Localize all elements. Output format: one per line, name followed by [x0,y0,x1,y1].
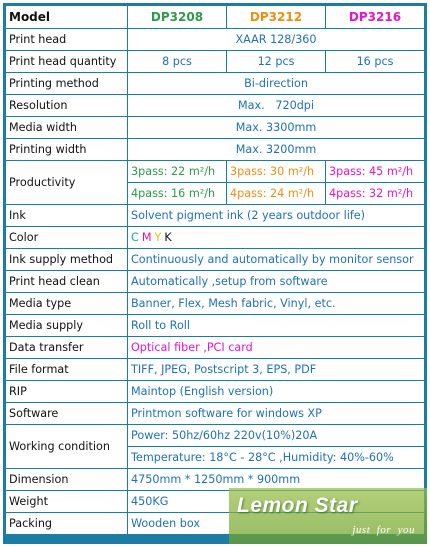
rip-label: RIP [6,381,127,402]
row-ink [6,205,424,226]
resolution-label: Resolution [6,95,127,116]
weight-value: 450KG [128,491,424,512]
media-supply-value: Roll to Roll [128,315,424,336]
media-type-label: Media type [6,293,127,314]
printing-width-label: Printing width [6,139,127,160]
row-rip [6,381,424,402]
working-condition-power: Power: 50hz/60hz 220v(10%)20A [128,425,424,446]
resolution-value: Max. 720dpi [128,95,424,116]
media-supply-label: Media supply [6,315,127,336]
ink-supply-label: Ink supply method [6,249,127,270]
media-width-value: Max. 3300mm [128,117,424,138]
row-media-supply [6,315,424,336]
row-print-head-clean [6,271,424,292]
productivity-4pass-dp3208: 4pass: 16 m²/h [128,183,226,204]
quantity-dp3208: 8 pcs [128,51,226,72]
dimension-label: Dimension [6,469,127,490]
row-data-transfer [6,337,424,358]
row-printing-method [6,73,424,94]
color-letter-c: C [131,231,139,244]
productivity-label: Productivity [6,161,127,204]
weight-label: Weight [6,491,127,512]
row-printing-width [6,139,424,160]
print-head-label: Print head [6,29,127,50]
row-print-head [6,29,424,50]
quantity-dp3212: 12 pcs [227,51,325,72]
color-letter-y: Y [154,231,162,244]
ink-value: Solvent pigment ink (2 years outdoor life) [128,205,424,226]
printing-width-value: Max. 3200mm [128,139,424,160]
data-transfer-label: Data transfer [6,337,127,358]
watermark-brand: Lemon Star [237,494,358,517]
print-head-quantity-label: Print head quantity [6,51,127,72]
row-media-type [6,293,424,314]
file-format-value: TIFF, JPEG, Postscript 3, EPS, PDF [128,359,424,380]
row-color [6,227,424,248]
row-weight [6,491,424,512]
spec-table [5,5,425,535]
media-width-label: Media width [6,117,127,138]
file-format-label: File format [6,359,127,380]
working-condition-temperature: Temperature: 18°C - 28°C ,Humidity: 40%-60% [128,447,424,468]
header-row [6,6,424,28]
color-label: Color [6,227,127,248]
software-label: Software [6,403,127,424]
printing-method-label: Printing method [6,73,127,94]
software-value: Printmon software for windows XP [128,403,424,424]
ink-label: Ink [6,205,127,226]
model-dp3208: DP3208 [128,6,226,28]
model-dp3216: DP3216 [326,6,424,28]
print-head-clean-label: Print head clean [6,271,127,292]
watermark-tagline: just for you [352,524,415,536]
row-ink-supply [6,249,424,270]
print-head-clean-value: Automatically ,setup from software [128,271,424,292]
productivity-3pass-dp3216: 3pass: 45 m²/h [326,161,424,182]
productivity-4pass-dp3216: 4pass: 32 m²/h [326,183,424,204]
row-file-format [6,359,424,380]
working-condition-label: Working condition [6,425,127,468]
productivity-3pass-dp3208: 3pass: 22 m²/h [128,161,226,182]
model-dp3212: DP3212 [227,6,325,28]
quantity-dp3216: 16 pcs [326,51,424,72]
rip-value: Maintop (English version) [128,381,424,402]
color-letter-k: K [164,231,172,244]
productivity-4pass-dp3212: 4pass: 24 m²/h [227,183,325,204]
packing-value: Wooden box [128,513,424,534]
model-label: Model [6,6,127,28]
media-type-value: Banner, Flex, Mesh fabric, Vinyl, etc. [128,293,424,314]
data-transfer-value: Optical fiber ,PCI card [128,337,424,358]
printing-method-value: Bi-direction [128,73,424,94]
row-resolution [6,95,424,116]
row-media-width [6,117,424,138]
color-letter-m: M [141,231,152,244]
row-print-head-quantity [6,51,424,72]
print-head-value: XAAR 128/360 [128,29,424,50]
row-software [6,403,424,424]
row-packing [6,513,424,534]
row-dimension [6,469,424,490]
row-working-condition-power [6,425,424,446]
spec-table-frame [3,3,427,544]
dimension-value: 4750mm * 1250mm * 900mm [128,469,424,490]
productivity-3pass-dp3212: 3pass: 30 m²/h [227,161,325,182]
row-productivity-3pass [6,161,424,182]
color-value [128,227,424,248]
ink-supply-value: Continuously and automatically by monitor sensor [128,249,424,270]
packing-label: Packing [6,513,127,534]
